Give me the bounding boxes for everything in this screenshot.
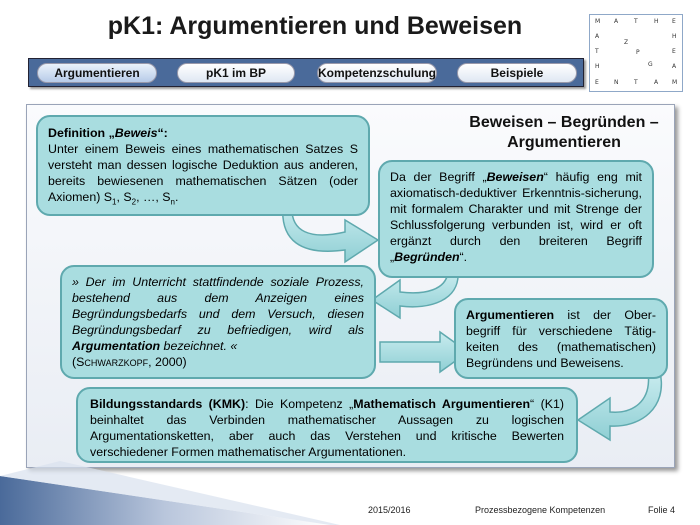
logo-letter: M — [595, 18, 601, 25]
logo-letter: T — [595, 48, 599, 55]
begruenden-word-beweisen: Beweisen — [486, 170, 544, 184]
footer-topic: Prozessbezogene Kompetenzen — [475, 505, 606, 515]
logo-letter: H — [595, 63, 600, 70]
begruenden-text-2: “ häufig eng mit axiomatisch-deduktiver Erkenntnis-sicherung, mit formalem Charakter und mit Strenge der Schlussfolgerung verbunden ist, wird er oft ergänzt durch den breiteren Begriff „ — [390, 170, 642, 264]
logo-letter: T — [634, 79, 638, 86]
logo-letter: Z — [624, 39, 629, 46]
quote-cite-name: Schwarzkopf — [76, 355, 149, 369]
s2-subscript: 2 — [131, 197, 137, 207]
s1-subscript: 1 — [112, 197, 117, 207]
quote-text: » Der im Unterricht stattfindende soziale Prozess, bestehend aus dem Anzeigen eines Begründungsbedarfs und dem Versuch, diesen Begründungsbedarf zu befriedigen, wird als — [72, 275, 364, 337]
oberbegriff-bubble — [454, 298, 668, 379]
begruenden-text-3: “. — [459, 250, 468, 264]
logo-letter: A — [614, 18, 619, 25]
logo-letter: A — [595, 33, 600, 40]
definition-end: . — [175, 190, 179, 204]
logo-letter: E — [672, 48, 676, 55]
definition-label-word: Beweis — [114, 126, 158, 140]
nav-argumentieren-button[interactable]: Argumentieren — [37, 63, 157, 83]
logo-letter: P — [636, 49, 640, 56]
page-title: pK1: Argumentieren und Beweisen — [107, 12, 523, 40]
definition-bubble — [36, 115, 370, 216]
logo-letter: H — [672, 33, 677, 40]
quote-cite-open: ( — [72, 355, 77, 369]
logo-letter: H — [654, 18, 659, 25]
logo-letter: G — [648, 61, 653, 68]
arrow-left-1 — [372, 272, 458, 318]
quote-cite-year: , 2000) — [148, 355, 187, 369]
definition-text: Unter einem Beweis eines mathematischen Satzes S versteht man dessen logische Deduktion aus anderen, bereits bewiesenen mathematischen Sätzen (oder Axiomen) S — [48, 142, 358, 204]
nav-kompetenzschulung-button[interactable]: Kompetenzschulung — [317, 63, 437, 83]
begruenden-word-begruenden: Begründen — [394, 250, 460, 264]
definition-dots: , …, S — [136, 190, 171, 204]
standards-bubble — [76, 387, 578, 463]
nav-pk1-im-bp-button[interactable]: pK1 im BP — [177, 63, 295, 83]
begruenden-text-1: Da der Begriff „ — [390, 170, 487, 184]
quote-tail: bezeichnet. « — [160, 339, 238, 353]
definition-label-suffix: “: — [157, 126, 168, 140]
oberbegriff-text: ist der Ober-begriff für verschiedene Tätig-keiten des (mathematischen) Begründens und Beweisens. — [466, 308, 656, 370]
logo-letter: A — [672, 63, 677, 70]
begruenden-bubble — [378, 160, 654, 278]
logo-letter: N — [614, 79, 619, 86]
arrow-left-2 — [578, 372, 661, 440]
footer-slide-number: Folie 4 — [648, 505, 676, 515]
nav-beispiele-button[interactable]: Beispiele — [457, 63, 577, 83]
logo-letter: E — [595, 79, 599, 86]
standards-text-1: : Die Kompetenz „ — [245, 397, 354, 411]
topic-heading: Beweisen – Begründen – Argumentieren — [469, 114, 659, 151]
logo-letter: A — [654, 79, 659, 86]
standards-word: Mathematisch Argumentieren — [353, 397, 531, 411]
standards-label: Bildungsstandards (KMK) — [90, 397, 246, 411]
logo-letter: M — [672, 79, 678, 86]
logo-letter: E — [672, 18, 676, 25]
sn-subscript: n — [170, 197, 175, 207]
oberbegriff-word: Argumentieren — [466, 308, 555, 322]
logo-letter: T — [634, 18, 638, 25]
quote-bubble — [60, 265, 376, 379]
footer-year: 2015/2016 — [368, 505, 411, 515]
standards-text-2: “ (K1) beinhaltet das Verbinden mathematischer Aussagen zu logischen Argumentationsketten, aber auch das Verstehen und kritische Bewerten verschiedener Formen mathematischer Argumentationen. — [90, 397, 564, 459]
quote-word-argumentation: Argumentation — [72, 339, 161, 353]
definition-sep: , S — [116, 190, 132, 204]
definition-label-prefix: Definition „ — [48, 126, 115, 140]
